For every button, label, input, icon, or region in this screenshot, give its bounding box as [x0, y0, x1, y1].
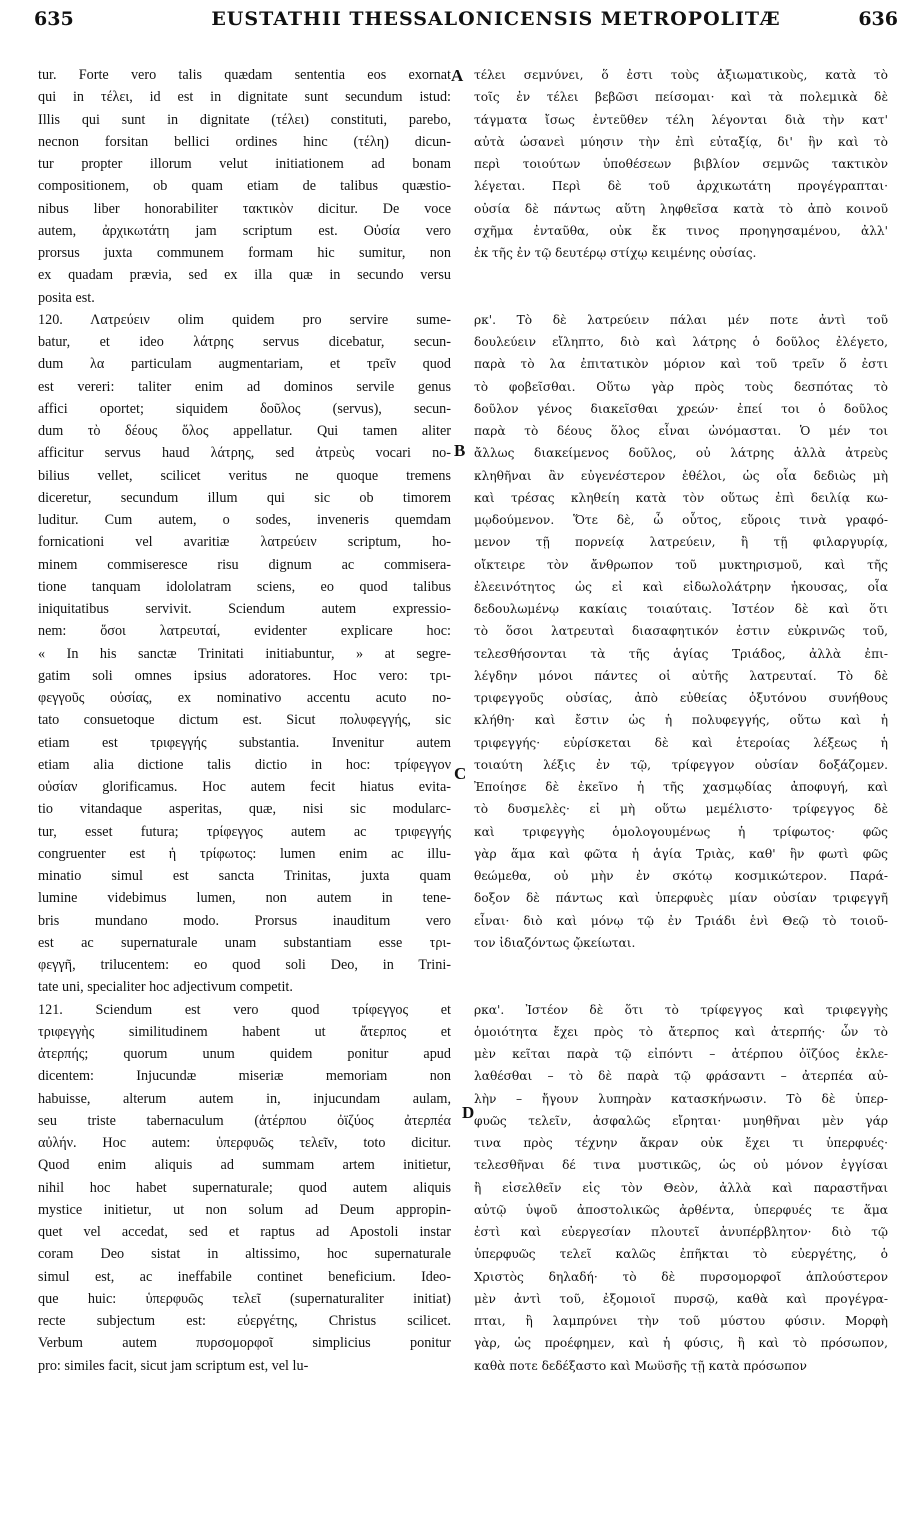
- text-line: « In his sanctæ Trinitati initiabuntur, » at segre-: [38, 645, 451, 662]
- text-line: dicentem: Injucundæ miseriæ memoriam non: [38, 1068, 451, 1085]
- paragraph-gap: [474, 287, 888, 309]
- text-line: coram Deo sistat in altissimo, hoc supernaturale: [38, 1246, 451, 1263]
- text-line: diceretur, secundum illum qui sic ob timorem: [38, 489, 451, 506]
- text-line: τελεσθῆναι δέ τινα μυστικῶς, ὡς οὐ μόνον ἐγγίσαι: [474, 1158, 888, 1173]
- text-line: affici oportet; siquidem δοῦλος (servus), secun-: [38, 400, 451, 417]
- text-line: οὐσία δὲ πάντως αὕτη ληφθεῖσα κατὰ τὸ ἀπὸ κοινοῦ: [474, 201, 888, 216]
- text-line: τριφεγγὴς similitudinem habent ut ἄτερπος et: [38, 1023, 451, 1040]
- text-line: ἄλλως διακείμενος δοῦλος, οὐ λάτρης ἀλλὰ ἀτρεὺς: [474, 446, 888, 461]
- text-line: παρὰ τὸ λα ἐπιτατικὸν μόριον καὶ τοῦ τρεῖν ὅ ἐστι: [474, 357, 888, 372]
- text-line: que huic: ὑπερφυῶς τελεῖ (supernaturaliter initiat): [38, 1290, 451, 1307]
- text-line: ὑπερφυῶς τελεῖ καλῶς ἐπῆκται τὸ εὐεργέτης, ὁ: [474, 1247, 888, 1262]
- text-line: minem commiseresce risu dignum ac commisera-: [38, 556, 451, 573]
- paragraph-gap: [474, 976, 888, 998]
- text-line: τοῖς ἐν τέλει βεβῶσι πείσομαι· καὶ τὰ πολεμικὰ δὲ: [474, 90, 888, 105]
- text-line: γὰρ ἅμα καὶ φῶτα ἡ ἁγία Τριὰς, καθ' ἣν φωτὶ φῶς: [474, 846, 888, 861]
- text-line: γὰρ, ὡς προέφημεν, καὶ ἡ φύσις, ἢ καὶ τὸ πρόσωπον,: [474, 1336, 888, 1351]
- text-line: necnon forsitan bellici ordines hinc (τέλη) dicun-: [38, 133, 451, 150]
- text-line: est ac supernaturale unam substantiam esse τρι-: [38, 934, 451, 951]
- text-line: minatio simul est sancta Trinitas, juxta quam: [38, 868, 451, 884]
- text-line: σχῆμα ἐνταῦθα, οὐκ ἔκ τινος προηγησαμένου, ἀλλ': [474, 223, 888, 238]
- text-line: tato consuetoque dictum est. Sicut πολυφεγγής, sic: [38, 712, 451, 729]
- text-line: μὲν ἀντὶ τοῦ, ἐξομοιοῖ πυρσῷ, καθὰ καὶ προγέγρα-: [474, 1291, 888, 1306]
- text-line: Illis qui sunt in dignitate (τέλει) constituti, parebo,: [38, 111, 451, 128]
- greek-column: [474, 64, 888, 1377]
- text-line: τινα πρὸς τέχνην ἄκραν οὐκ ἔχει τι ὑπερφυές·: [474, 1136, 888, 1150]
- text-line: παρὰ τὸ δέους ὅλος εἶναι ὠνόμασται. Ὁ μέν τοι: [474, 424, 888, 438]
- text-line: μενον τῇ πορνείᾳ λατρεύειν, ἢ τῇ φιλαργυρίᾳ,: [474, 535, 888, 550]
- text-line: τὸ ὅσοι λατρευταὶ διασαφητικόν ἐστιν εὐκρινῶς τοῦ,: [474, 624, 888, 639]
- text-line: λέγεται. Περὶ δὲ τοῦ ἀρχικωτάτη προγέγραπται·: [474, 179, 888, 194]
- text-line: αὐτὰ ὡσανεὶ μύησιν τὴν ἐπὶ εὐταξίᾳ, δι' ἣν καὶ τὸ: [474, 134, 888, 149]
- text-line: congruenter est ἡ τρίφωτος: lumen enim ac illu-: [38, 845, 451, 862]
- text-line: afficitur servus haud λάτρης, sed ἀτρεὺς vocari no-: [38, 445, 451, 462]
- text-line: κληθῆναι ἂν εὐγενέστερον ἐθέλοι, ὡς οἷα δεδιὼς μὴ: [474, 468, 888, 483]
- text-line: Ἐποίησε δὲ ἐκεῖνο ἡ τῆς χασμῳδίας ἀποφυγή, καὶ: [474, 780, 888, 794]
- text-line: φυῶς τελεῖν, ἀσφαλῶς εἴρηται· μυηθῆναι μὲν γάρ: [474, 1113, 888, 1128]
- text-line: περὶ τοιούτων ὑποθέσεων βιβλίον σεμνῶς τακτικὸν: [474, 157, 888, 171]
- text-line: δουλεύειν εἴληπτο, διὸ καὶ λάτρης ὁ δοῦλος ἐλέγετο,: [474, 335, 888, 349]
- text-line: bris mundano modo. Prorsus inauditum vero: [38, 912, 451, 929]
- text-line: seu triste tabernaculum (ἀτέρπου ὀϊζύος ἀτερπέα: [38, 1112, 451, 1129]
- margin-letter-a: A: [451, 66, 464, 85]
- text-line: δοξον δὲ πάντως καὶ ὑπερφυὲς μίαν οὐσίαν τριφεγγῆ: [474, 891, 888, 906]
- text-line: simul est, ac ineffabile continet beneficium. Ideo-: [38, 1268, 451, 1285]
- text-line: 121. Sciendum est vero quod τρίφεγγος et: [38, 1001, 451, 1018]
- text-line: habuisse, alterum autem in, injucundam aulam,: [38, 1090, 451, 1107]
- text-line: tur propter illorum velut initiationem ad bonam: [38, 156, 451, 172]
- text-line: κλήθη· καὶ ἔστιν ὡς ἡ πολυφεγγής, οὕτω καὶ ἡ: [474, 713, 888, 728]
- text-line: ἢ εἰσελθεῖν εἰς τὸν Θεὸν, ἀλλὰ καὶ παραστῆναι: [474, 1180, 888, 1195]
- text-line: μὲν κεῖται παρὰ τῷ εἰπόντι – ἀτέρπου ὀϊζύος ἐκλε-: [474, 1047, 888, 1061]
- text-line: αὐτῷ ὑψοῦ ἀποστολικῶς ἀρθέντα, ὑπερφυές τε ἅμα: [474, 1202, 888, 1217]
- text-line: ἐκ τῆς ἐν τῷ δευτέρῳ στίχῳ κειμένης οὐσίας.: [474, 246, 757, 260]
- text-line: τέλει σεμνύνει, ὅ ἐστι τοὺς ἀξιωματικοὺς, κατὰ τὸ: [474, 68, 888, 82]
- text-line: mystice initietur, ut non solum ad Deum appropin-: [38, 1201, 451, 1218]
- text-line: est vereri: taliter enim ad dominos servile genus: [38, 378, 451, 395]
- text-line: τελεσθήσονται τὰ τῆς ἁγίας Τριάδος, ἀλλὰ ἐπι-: [474, 646, 888, 661]
- text-line: φεγγῆ, trilucentem: eo quod soli Deo, in Trini-: [38, 957, 451, 973]
- text-line: iniquitatibus servivit. Sciendum autem expressio-: [38, 601, 451, 617]
- text-line: ἐστὶ καὶ εὐεργεσίαν πλουτεῖ ἀνυπέρβλητον· διὸ τῷ: [474, 1225, 888, 1239]
- text-line: etiam est τριφεγγής substantia. Invenitur autem: [38, 734, 451, 751]
- text-line: etiam alia dictione talis dictio in hoc: τρίφεγγον: [38, 756, 451, 773]
- text-line: τριφεγγής· εὑρίσκεται δὲ καὶ ἑτεροίας λέξεως ἡ: [474, 735, 888, 750]
- text-line: ex quadam prævia, sed ex illa quæ in secundo versu: [38, 267, 451, 284]
- text-line: ἐλεεινότητος ὡς εἰ καὶ εἰδωλολάτρην ἠκουσας, οἷα: [474, 579, 888, 594]
- text-line: λὴν – ἤγουν λυπηρὰν κατασκήνωσιν. Τὸ δὲ ὑπερ-: [474, 1091, 888, 1106]
- text-line: tione tanquam idololatram sciens, eo quod talibus: [38, 578, 451, 595]
- text-line: compositionem, ob quam etiam de talibus quæstio-: [38, 178, 451, 195]
- text-line: tur, esset futura; τρίφεγγος autem ac τριφεγγής: [38, 823, 451, 840]
- margin-letter-c: C: [454, 764, 467, 783]
- text-line: posita est.: [38, 289, 95, 306]
- text-line: οἴκτειρε τὸν ἄνθρωπον τοῦ μυκτηρισμοῦ, καὶ τῆς: [474, 557, 888, 572]
- text-line: λαθέσθαι – τὸ δὲ παρὰ τῷ φράσαντι – ἀτερπέα αὐ-: [474, 1069, 888, 1084]
- text-line: ἀτερπής; quorum unum quidem ponitur apud: [38, 1046, 451, 1062]
- text-line: pro: similes facit, sicut jam scriptum est, vel lu-: [38, 1357, 309, 1374]
- text-line: μῳδούμενον. Ὅτε δὲ, ὦ οὗτος, εὕροις τινὰ γραφό-: [474, 513, 888, 527]
- text-line: καθὰ ποτε δεδέξαστο καὶ Μωϋσῆς τῇ κατὰ πρόσωπον: [474, 1358, 807, 1373]
- text-line: πται, ἢ λαμπρύνει τὴν τοῦ μύστου φύσιν. Μορφὴ: [474, 1314, 888, 1328]
- text-line: 120. Λατρεύειν olim quidem pro servire sume-: [38, 311, 451, 328]
- text-line: δεδουλωμένῳ κακίαις τοιαύταις. Ἰστέον δὲ καὶ ὅτι: [474, 602, 888, 616]
- text-line: καὶ τριφεγγὴς ὁμολογουμένως ἡ τρίφωτος· φῶς: [474, 824, 888, 839]
- text-line: dum τὸ δέους ὅλος appellatur. Qui tamen aliter: [38, 423, 451, 439]
- text-line: dum λα particulam augmentariam, et τρεῖν quod: [38, 356, 451, 373]
- text-line: prorsus juxta communem formam hic sumitur, non: [38, 245, 451, 261]
- text-line: nihil hoc habet supernaturale; quod autem aliquis: [38, 1179, 451, 1196]
- text-line: ρκα'. Ἰστέον δὲ ὅτι τὸ τρίφεγγος καὶ τριφεγγὴς: [474, 1002, 888, 1017]
- text-line: nibus liber honorabiliter τακτικὸν dicitur. De voce: [38, 200, 451, 217]
- text-line: gatim soli omnes ipsius adoratores. Hoc vero: τρι-: [38, 667, 451, 684]
- paragraph-gap: [474, 954, 888, 976]
- text-line: Quod enim aliquis ad summam artem initietur,: [38, 1157, 451, 1174]
- text-line: Verbum autem πυρσομορφοῖ simplicius ponitur: [38, 1335, 451, 1352]
- text-line: τάγματα ἴσως ἐντεῦθεν τέλη λέγονται διὰ τὴν κατ': [474, 112, 888, 127]
- text-line: fornicationi vel avaritiæ λατρεύειν scriptum, ho-: [38, 534, 451, 551]
- text-line: φεγγοῦς οὐσίας, ex nominativo accentu acuto no-: [38, 690, 451, 706]
- page-number-left: 635: [34, 8, 74, 30]
- text-line: τον ἰδιαζόντως ᾤκείωται.: [474, 935, 636, 950]
- text-line: τὸ φοβεῖσθαι. Οὕτω γὰρ πρὸς τοὺς δεσπότας τὸ: [474, 379, 888, 394]
- text-line: lumine videbimus lumen, non autem in tene-: [38, 890, 451, 907]
- margin-letter-b: B: [454, 441, 466, 460]
- text-line: καὶ τρέσας κληθείη κατὰ τὸν οὕτως ἐπὶ δειλίᾳ κω-: [474, 490, 888, 505]
- text-line: batur, et ideo λάτρης servus dicebatur, secun-: [38, 334, 451, 350]
- page-number-right: 636: [858, 8, 898, 30]
- text-line: ὁμοιότητα ἔχει πρὸς τὸ ἄτερπος καὶ ἀτερπής· ὧν τὸ: [474, 1024, 888, 1039]
- paragraph-gap: [474, 264, 888, 286]
- text-line: bilius vellet, scilicet veritus ne quoque tremens: [38, 467, 451, 484]
- text-line: αὐλήν. Hoc autem: ὑπερφυῶς τελεῖν, toto dicitur.: [38, 1135, 451, 1151]
- text-line: ρκ'. Τὸ δὲ λατρεύειν πάλαι μέν ποτε ἀντὶ τοῦ: [474, 312, 888, 327]
- text-line: recte subjectum est: εὐεργέτης, Christus scilicet.: [38, 1313, 451, 1329]
- text-line: luditur. Cum autem, o sodes, inveneris quemdam: [38, 512, 451, 528]
- text-line: τὸ δυσμελὲς· εἰ μὴ οὕτω μεμέλιστο· τρίφεγγος δὲ: [474, 802, 888, 817]
- text-line: qui in τέλει, id est in dignitate sunt secundum istud:: [38, 89, 451, 106]
- running-title: EUSTATHII THESSALONICENSIS METROPOLITÆ: [211, 8, 781, 30]
- running-header: [34, 8, 898, 48]
- text-line: Χριστὸς δηλαδή· τὸ δὲ πυρσομορφοῖ ἁπλούστερον: [474, 1269, 888, 1284]
- text-line: οὐσίαν glorificamus. Hoc autem fecit hiatus evita-: [38, 779, 451, 795]
- text-line: θεώμεθα, οὐ μὴν ἐν σκότῳ κοσμικώτερον. Παρά-: [474, 869, 888, 883]
- text-line: τριφεγγοῦς οὐσίας, ἀπὸ εὐθείας ὀξυτόνου συνήθους: [474, 691, 888, 705]
- text-line: τοιαύτη λέξις ἐν τῷ, τρίφεγγον οὐσίαν δοξάζομεν.: [474, 757, 888, 772]
- text-line: λέγδην μόνοι πάντες οἱ αὐτῆς λατρευταί. Τὸ δὲ: [474, 668, 888, 683]
- text-line: nem: ὅσοι λατρευταί, evidenter explicare hoc:: [38, 623, 451, 640]
- text-line: εἶναι· διὸ καὶ μόνῳ τῷ ἐν Τριάδι ἑνὶ Θεῷ τὸ τοιοῦ-: [474, 913, 888, 928]
- text-line: tio vitandaque asperitas, quæ, nisi sic modularc-: [38, 801, 451, 818]
- text-line: quet vel accedat, sed et raptus ad Apostoli instar: [38, 1224, 451, 1240]
- latin-column: [38, 64, 451, 1377]
- margin-letter-d: D: [462, 1103, 475, 1122]
- text-line: tate uni, specialiter hoc adjectivum competit.: [38, 979, 293, 996]
- text-line: δοῦλον γένος διακεῖσθαι χρεών· ἐπεί τοι ὁ δοῦλος: [474, 401, 888, 416]
- text-line: autem, ἀρχικωτάτη jam scriptum est. Οὐσία vero: [38, 222, 451, 239]
- text-line: tur. Forte vero talis quædam sententia eos exornat: [38, 67, 451, 83]
